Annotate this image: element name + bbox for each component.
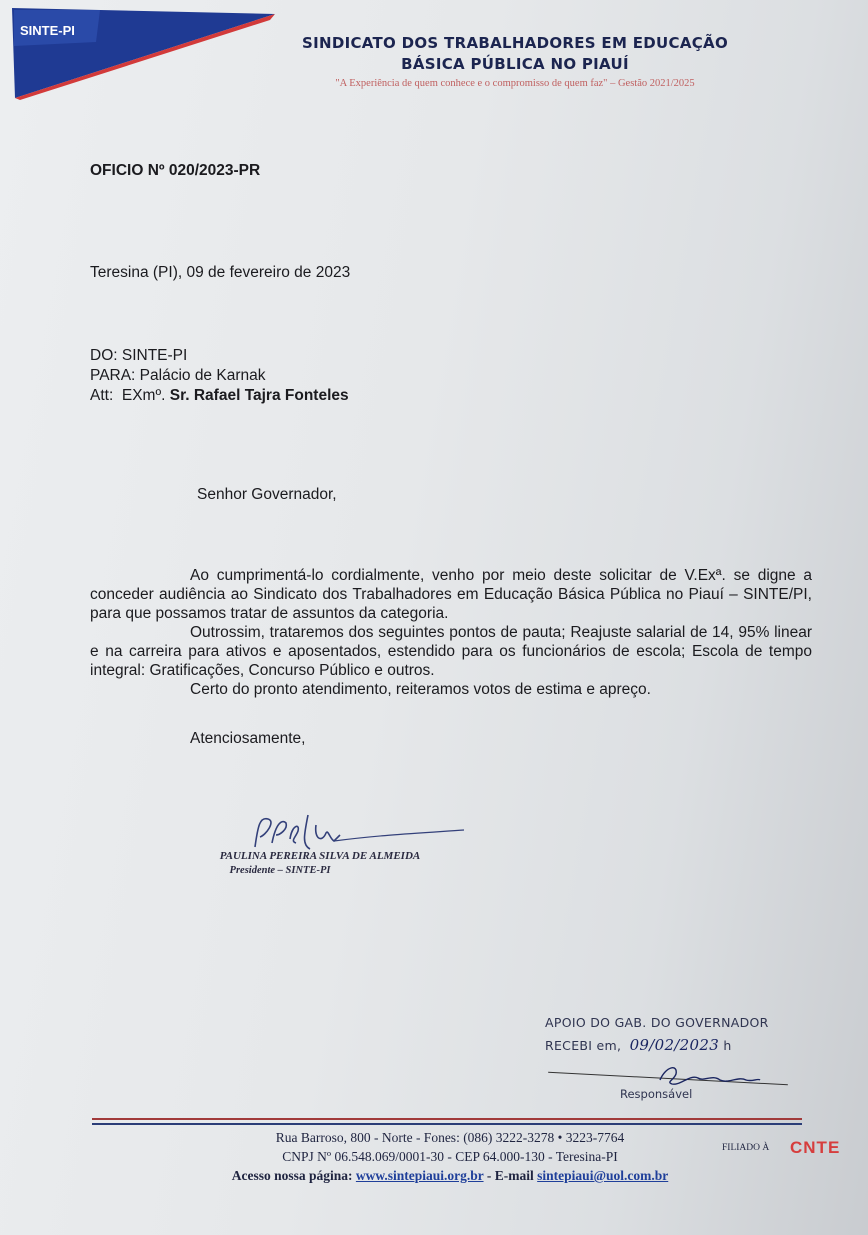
footer-rule-blue: [92, 1123, 802, 1125]
footer-website-link[interactable]: www.sintepiaui.org.br: [355, 1168, 484, 1183]
body-paragraph: Outrossim, trataremos dos seguintes pontos de pauta; Reajuste salarial de 14, 95% linear e na carreira para ativos e aposentados, estendido para os funcionários de escola; Escola de tempo integral: Gratificações, Concurso Público e outros.: [90, 624, 812, 679]
letter-body: [90, 566, 812, 699]
stamp-hour-suffix: h: [723, 1038, 732, 1053]
letter-closing: Atenciosamente,: [190, 730, 306, 747]
header-motto: "A Experiência de quem conhece e o compromisso de quem faz" – Gestão 2021/2025: [335, 78, 695, 89]
stamp-responsible-label: Responsável: [620, 1087, 693, 1101]
sinte-pi-logo: [0, 0, 275, 105]
stamp-received-label: RECEBI em,: [545, 1038, 622, 1053]
header-title-line2: BÁSICA PÚBLICA NO PIAUÍ: [401, 55, 629, 73]
footer-email-link[interactable]: sintepiaui@uol.com.br: [537, 1168, 669, 1183]
body-paragraph: Ao cumprimentá-lo cordialmente, venho por meio deste solicitar de V.Exª. se digne a conceder audiência ao Sindicato dos Trabalhadores em Educação Básica Pública no Piauí – SINTE/PI, para que possamos tratar de assuntos da categoria.: [90, 567, 812, 622]
footer-contact: [160, 1168, 740, 1184]
attention-name: Sr. Rafael Tajra Fonteles: [169, 387, 349, 404]
cnte-logo: CNTE: [790, 1138, 841, 1157]
letter-to: PARA: Palácio de Karnak: [90, 367, 266, 384]
footer-access-label: Acesso nossa página:: [231, 1168, 353, 1183]
stamp-handwritten-date: 09/02/2023: [629, 1036, 720, 1054]
logo-text: SINTE-PI: [20, 23, 75, 38]
letter-from: DO: SINTE-PI: [90, 347, 188, 364]
letter-date: Teresina (PI), 09 de fevereiro de 2023: [90, 264, 351, 281]
footer-affiliation-label: FILIADO À: [722, 1143, 770, 1153]
letter-greeting: Senhor Governador,: [197, 486, 337, 503]
body-paragraph: Certo do pronto atendimento, reiteramos votos de estima e apreço.: [190, 681, 651, 698]
footer-rule-red: [92, 1118, 802, 1120]
signatory-role: Presidente – SINTE-PI: [229, 865, 331, 876]
signatory-name: PAULINA PEREIRA SILVA DE ALMEIDA: [219, 850, 421, 862]
letter-number: OFICIO Nº 020/2023-PR: [90, 162, 261, 179]
stamp-line1: APOIO DO GAB. DO GOVERNADOR: [545, 1015, 769, 1030]
header-title-line1: SINDICATO DOS TRABALHADORES EM EDUCAÇÃO: [302, 34, 728, 52]
letter-attention: [90, 386, 349, 405]
footer-address: Rua Barroso, 800 - Norte - Fones: (086) 3222-3278 • 3223-7764: [275, 1130, 625, 1145]
footer-cnpj: CNPJ Nº 06.548.069/0001-30 - CEP 64.000-130 - Teresina-PI: [282, 1149, 618, 1164]
footer-email-label: - E-mail: [483, 1168, 538, 1183]
attention-prefix: Att: EXmº.: [90, 387, 170, 404]
